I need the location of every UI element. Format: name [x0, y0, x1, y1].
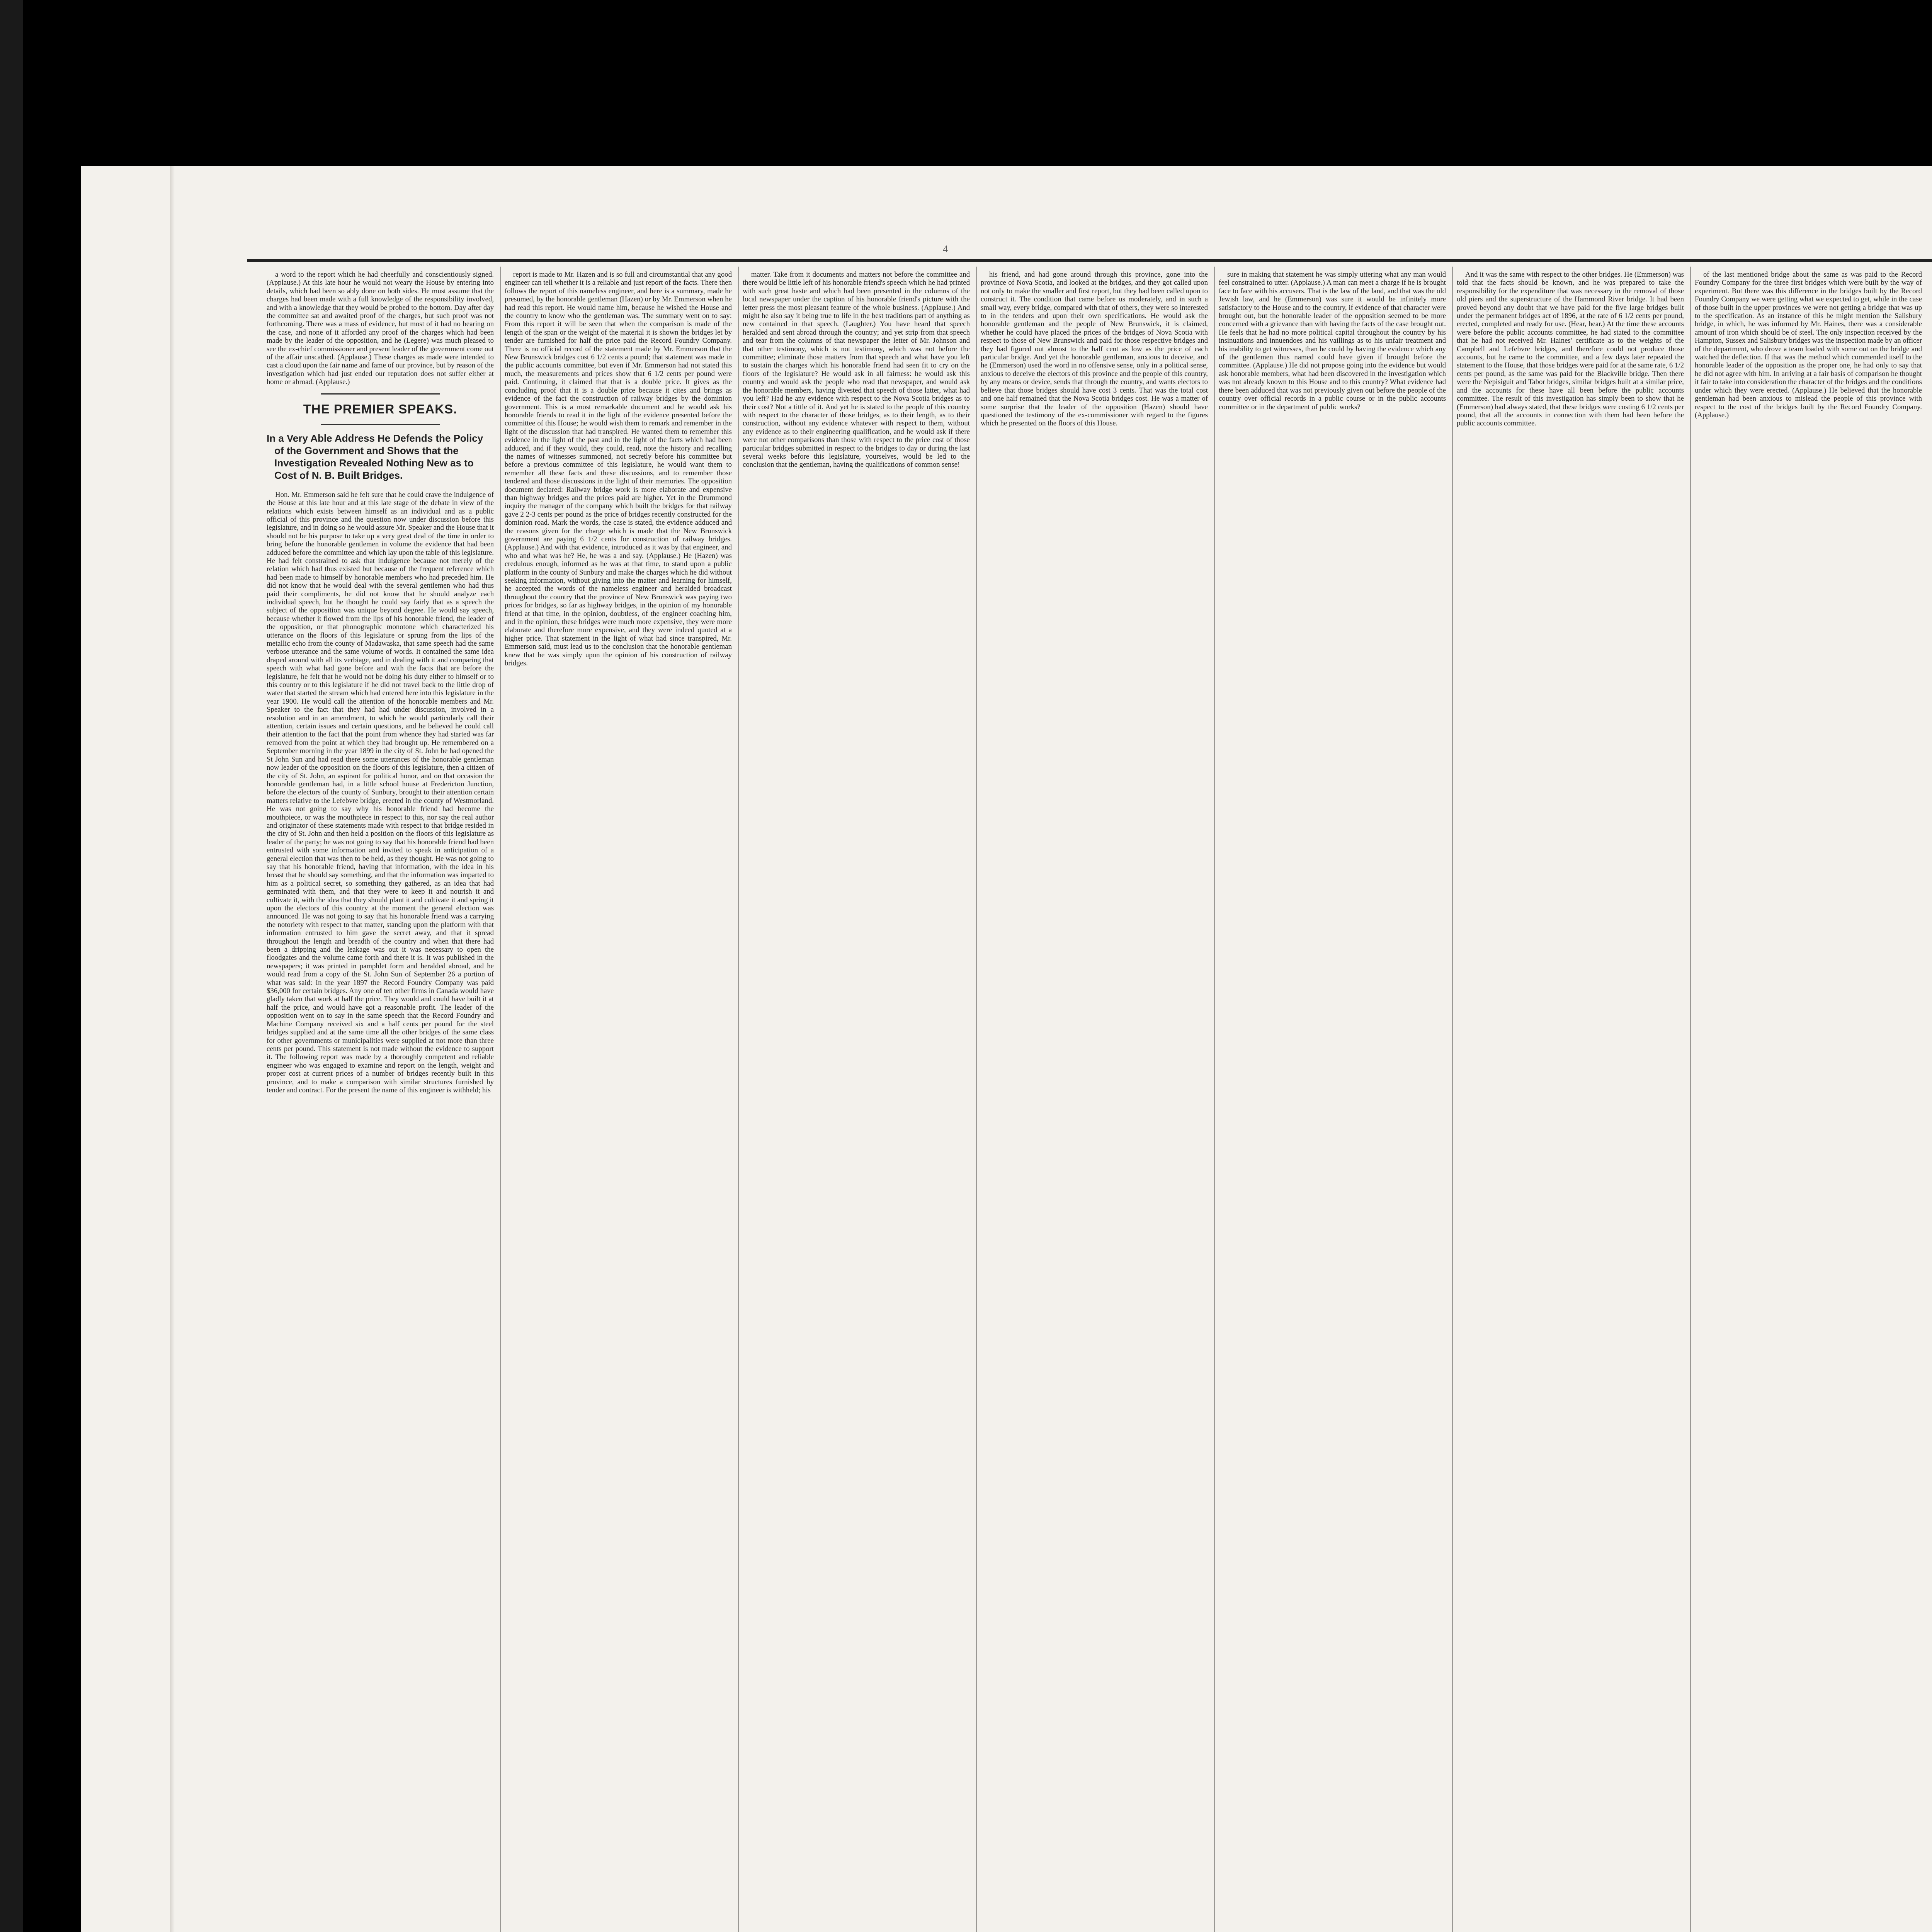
column-7-text: of the last mentioned bridge about the same as was paid to the Record Foundry Company for the three first bridges which were built by the way of experiment. But there was this difference in the bridges built by the Record Foundry Company we were getting what we expected to get, while in the case of those built in the upper provinces we were not getting a bridge that was up to the specification. As an instance of this he might mention the Salisbury bridge, in which, he was informed by Mr. Haines, there was a considerable amount of iron which should be of steel. The only inspection received by the Hampton, Sussex and Salisbury bridges was the inspection made by an officer of the department, who drove a team loaded with some out on the bridge and watched the deflection. If that was the method which commended itself to the honorable leader of the opposition as the proper one, he had only to say that he did not agree with him. In arriving at a fair basis of comparison he thought it fair to take into consideration the character of the bridges and the conditions under which they were erected. (Applause.) He believed that the honorable gentleman had been anxious to mislead the people of this province with respect to the cost of the bridges built by the Record Foundry Company. (Applause.) [1695, 270, 1922, 419]
column-2-text: report is made to Mr. Hazen and is so full and circumstantial that any good engineer can tell whether it is a reliable and just report of the facts. There then follows the report of this nameless engineer, and here is a summary, made he presumed, by the honorable gentleman (Hazen) or by Mr. Emmerson when he had read this report. He would name him, because he wished the House and the country to know who the gentleman was. The summary went on to say: From this report it will be seen that when the comparison is made of the length of the span or the weight of the material it is shown the bridges let by tender are furnished for half the price paid the Record Foundry Company. There is no official record of the statement made by Mr. Emmerson that the New Brunswick bridges cost 6 1/2 cents a pound; that statement was made in the public accounts committee, but even if Mr. Emmerson had not stated this much, the measurements and prices show that 6 1/2 cents per pound were paid. Continuing, it claimed that that is a double price. It gives as the concluding proof that it is a double price because it cites and brings as evidence of the fact the construction of railway bridges by the dominion government. This is a most remarkable document and he would ask his honorable friends to read it in the light of the evidence presented before the committee of this House; he would wish them to remark and remember in the light of the discussion that had transpired. He wanted them to remember this evidence in the light of the past and in the light of the facts which had been adduced, and if they would, they could, read, note the history and recalling the names of witnesses summoned, not secretly before his committee but before a previous committee of this legislature, he would want them to remember all these facts and these discussions, and to remember those tendered and those discussions in the light of their memories. The opposition document declared: Railway bridge work is more elaborate and expensive than highway bridges and the prices paid are higher. Yet in the Drummond inquiry the manager of the company which built the bridges for that railway gave 2 2-3 cents per pound as the price of bridges recently constructed for the dominion road. Mark the words, the case is stated, the evidence adduced and the reasons given for the charge which is made that the New Brunswick government are paying 6 1/2 cents for construction of railway bridges. (Applause.) And with that evidence, introduced as it was by that engineer, and who and what was he? He, he was a and say. (Applause.) He (Hazen) was credulous enough, informed as he was at that time, to stand upon a public platform in the county of Sunbury and make the charges which he did without seeking information, without giving into the matter and learning for himself, he accepted the words of the nameless engineer and heralded broadcast throughout the country that the province of New Brunswick was paying two prices for bridges, so far as highway bridges, in the opinion of my honorable friend at that time, in the opinion, doubtless, of the engineer coaching him, and in the opinion, these bridges were much more expensive, they were more elaborate and therefore more expensive, and they were indeed quoted at a higher price. That statement in the light of what had since transpired, Mr. Emmerson said, must lead us to the conclusion that the honorable gentleman knew that he was simply upon the opinion of his construction of railway bridges. [505, 270, 732, 668]
column-7 [1695, 270, 1922, 421]
column-rule [500, 267, 501, 1932]
column-rule [1214, 267, 1215, 1932]
column-rule [1690, 267, 1691, 1932]
column-rule [976, 267, 977, 1932]
page-number: 4 [943, 243, 948, 255]
column-1 [267, 270, 494, 1096]
section-rule [321, 393, 440, 395]
column-3 [743, 270, 970, 471]
column-4 [981, 270, 1208, 430]
column-6-text: And it was the same with respect to the other bridges. He (Emmerson) was told that the facts should be known, and he was prepared to take the responsibility for the expenditure that was necessary in the removal of those old piers and the superstructure of the Hammond River bridge. It had been proved beyond any doubt that we have paid for the five large bridges built under the permanent bridges act of 1896, at the rate of 6 1/2 cents per pound, erected, completed and ready for use. (Hear, hear.) At the time these accounts were before the public accounts committee, he had stated to the committee that he had not received Mr. Haines' certificate as to the weights of the Campbell and Lefebvre bridges, and therefore could not produce those accounts, but he came to the committee, and a few days later repeated the statement to the House, that those bridges were paid for at the same rate, 6 1/2 cents per pound, as the same was paid for the Blackville bridge. Then there were the Nepisiguit and Tabor bridges, similar bridges built at a similar price, and the accounts for these have all been before the public accounts committee. The result of this investigation has simply been to show that he (Emmerson) had always stated, that these bridges were costing 6 1/2 cents per pound, that all the accounts in connection with them had been before the public accounts committee. [1457, 270, 1684, 428]
scan-margin [0, 0, 23, 1932]
article-deck: In a Very Able Address He Defends the Policy of the Government and Shows that the Investigation Revealed Nothing New as to Cost of N. B. Built Bridges. [267, 432, 483, 481]
newspaper-page [81, 166, 1932, 1932]
column-5 [1219, 270, 1446, 413]
column-5-text: sure in making that statement he was simply uttering what any man would feel constrained to utter. (Applause.) A man can meet a charge if he is brought face to face with his accusers. That is the law of the land, and that was the old Jewish law, and he (Emmerson) was sure it would be infinitely more satisfactory to the House and to the country, if evidence of that character were brought out, but the honorable leader of the opposition seemed to be more concerned with a grievance than with having the facts of the case brought out. He feels that he had no more political capital throughout the country by his insinuations and innuendoes and his vaillings as to his unfair treatment and his inability to get witnesses, than he could by having the evidence which any of the gentlemen thus named could have given if brought before the committee. (Applause.) He did not propose going into the evidence but would ask honorable members, what had been discovered in the investigation which was not already known to this House and to this country? What evidence had there been adduced that was not previously given out before the people of the country over official records in a public course or in the public accounts committee or in the department of public works? [1219, 270, 1446, 411]
column-3-text: matter. Take from it documents and matters not before the committee and there would be little left of his honorable friend's speech which he had printed with such great haste and which had been presented in the columns of the local newspaper under the caption of his honorable friend's picture with the letter press the most pleasant feature of the whole business. (Applause.) And might he also say it being true to life in the best traditions part of anything as new contained in that speech. (Laughter.) You have heard that speech heralded and sent abroad through the country; and yet strip from that speech and tear from the columns of that newspaper the letter of Mr. Johnson and that other testimony, which is not testimony, which was not before the committee; eliminate those matters from that speech and what have you left to sustain the charges which his honorable friend had seen fit to cry on the floors of the legislature? He would ask in all fairness: he would ask this country and would ask the people who read that newspaper, and would ask the honorable members, having divested that speech of those latter, what had you left? Had he any evidence with respect to the Nova Scotia bridges as to their cost? Not a tittle of it. And yet he is stated to the people of this country with respect to the character of those bridges, as to their length, as to their construction, without any evidence whatever with respect to them, without any evidence as to their engineering qualification, and he would ask if there were not other comparisons than those with respect to the price cost of those particular bridges submitted in respect to the bridges to day or during the last several weeks before this legislature, yourselves, would be led to the conclusion that the gentleman, having the qualifications of common sense! [743, 270, 970, 469]
masthead-rule [247, 259, 1932, 262]
column-rule [738, 267, 739, 1932]
intro-paragraph: a word to the report which he had cheerfully and conscientiously signed. (Applause.) At this late hour he would not weary the House by entering into details, which had been so ably done on both sides. He must assume that the charges had been made with a full knowledge of the responsibility involved, and with a knowledge that they would be probed to the bottom. Day after day the committee sat and awaited proof of the charges, but such proof was not forthcoming. There was a mass of evidence, but most of it had no bearing on the case, and none of it afforded any proof of the charges which had been made by the leader of the opposition, and he (Legere) was much pleased to see the ex-chief commissioner and present leader of the government come out of the affair unscathed. (Applause.) These charges as made were intended to cast a cloud upon the fair name and fame of our province, but by reason of the investigation which had just ended our reputation does not suffer either at home or abroad. (Applause.) [267, 270, 494, 386]
column-4-text: his friend, and had gone around through this province, gone into the province of Nova Scotia, and looked at the bridges, and they got called upon not only to make the smaller and first report, but they had been called upon to construct it. The condition that came before us moderately, and in such a small way, every bridge, compared with that of others, they were so interested to in the tenders and upon their own specifications. He would ask the honorable gentleman and the people of New Brunswick, it is claimed, whether he could have placed the prices of the bridges of Nova Scotia with respect to those of New Brunswick and paid for those respective bridges and they had figured out almost to the half cent as low as the price of each particular bridge. And yet the honorable gentleman, anxious to deceive, and he (Emmerson) used the word in no offensive sense, only in a political sense, anxious to deceive the electors of this province and the people of this country, by any means or device, sends that through the country, and wants electors to believe that those bridges should have cost 3 cents. That was the total cost and one half remained that the Nova Scotia bridges cost. He was a matter of some surprise that the leader of the opposition (Hazen) should have questioned the testimony of the ex-commissioner with regard to the figures which he presented on the floors of this House. [981, 270, 1208, 428]
column-1-text: Hon. Mr. Emmerson said he felt sure that he could crave the indulgence of the House at this late hour and at this late stage of the debate in view of the relations which exists between himself as an individual and as a public official of this province and the question now under discussion before this legislature, and in doing so he would assure Mr. Speaker and the House that it should not be his purpose to take up a very great deal of the time in order to bring before the honorable gentlemen in volume the evidence that had been adduced before the committee and which lay upon the table of this legislature. He had felt constrained to ask that indulgence because not merely of the relation which had thus existed but because of the frequent reference which had been made to himself by honorable members who had preceded him. He did not know that he would deal with the several gentlemen who had thus paid their compliments, he did not know that he should analyze each individual speech, but he thought he could say fairly that as a speech the subject of the opposition was unique beyond degree. He would say speech, because whether it flowed from the lips of his honorable friend, the leader of the opposition, or that phonographic monotone which characterized his utterance on the floors of this legislature or sprung from the lips of the metallic echo from the county of Madawaska, that same speech had the same verbose utterance and the same volume of words. It contained the same idea draped around with all its verbiage, and in dealing with it and comparing that speech with what had gone before and with the facts that are before the legislature, he felt that he would not be doing his duty either to himself or to this country or to this legislature if he did not travel back to the little drop of water that started the stream which had entered here into this legislature in the year 1900. He would call the attention of the honorable members and Mr. Speaker to the fact that they had had under discussion, involved in a resolution and in an amendment, to which he would particularly call their attention, certain issues and certain questions, and he believed he could call their attention to the fact that the point from whence they had started was far removed from the point at which they had brought up. He remembered on a September morning in the year 1899 in the city of St. John he had opened the St John Sun and had read there some utterances of the honorable gentleman now leader of the opposition on the floors of this legislature, then a citizen of the city of St. John, an aspirant for political honor, and on that occasion the honorable gentleman had, in a little school house at Fredericton Junction, before the electors of the county of Sunbury, brought to their attention certain matters relative to the Lefebvre bridge, erected in the county of Westmorland. He was not going to say why his honorable friend had become the mouthpiece, or was the mouthpiece in respect to this, nor say the real author and originator of these statements made with respect to that bridge resided in the city of St. John and then held a position on the floors of this legislature as leader of the party; he was not going to say that his honorable friend had been entrusted with some information and invited to speak in anticipation of a general election that was then to be held, as they thought. He was not going to say that his honorable friend, having that information, with the idea in his breast that he should say something, and that the information was imparted to him as a political secret, so something they gathered, as an idea that had germinated with them, and that they were to keep it and nourish it and cultivate it, with the idea that they should plant it and cultivate it and spring it upon the electors of this country at the moment the general election was announced. He was not going to say that his honorable friend was a carrying the notoriety with respect to that matter, standing upon the platform with that information entrusted to him gave the secret away, and that it spread throughout the length and breadth of the country and when that there had been a dripping and the leakage was out it was necessary to open the floodgates and the volume came forth and there it is. It was published in the newspapers; it was printed in pamphlet form and heralded abroad, and he would read from a copy of the St. John Sun of September 26 a portion of what was said: In the year 1897 the Record Foundry Company was paid $36,000 for certain bridges. Any one of ten other firms in Canada would have gladly taken that work at half the price. They would and could have built it at half the price, and would have got a reasonable profit. The leader of the opposition went on to say in the same speech that the Record Foundry and Machine Company received six and a half cents per pound for the steel bridges supplied and at the same time all the other bridges of the same class for other governments or municipalities were supplied at not more than three cents per pound. This statement is not made without the evidence to support it. The following report was made by a thoroughly competent and reliable engineer who was engaged to examine and report on the length, weight and proper cost at current prices of a number of bridges recently built in this province, and to make a comparison with similar structures furnished by tender and contract. For the present the name of this engineer is withheld; his [267, 490, 494, 1094]
fold-shadow [170, 166, 175, 1932]
article-headline: THE PREMIER SPEAKS. [303, 401, 457, 416]
headline-rule [321, 424, 440, 425]
column-rule [1452, 267, 1453, 1932]
column-2 [505, 270, 732, 670]
column-6 [1457, 270, 1684, 430]
